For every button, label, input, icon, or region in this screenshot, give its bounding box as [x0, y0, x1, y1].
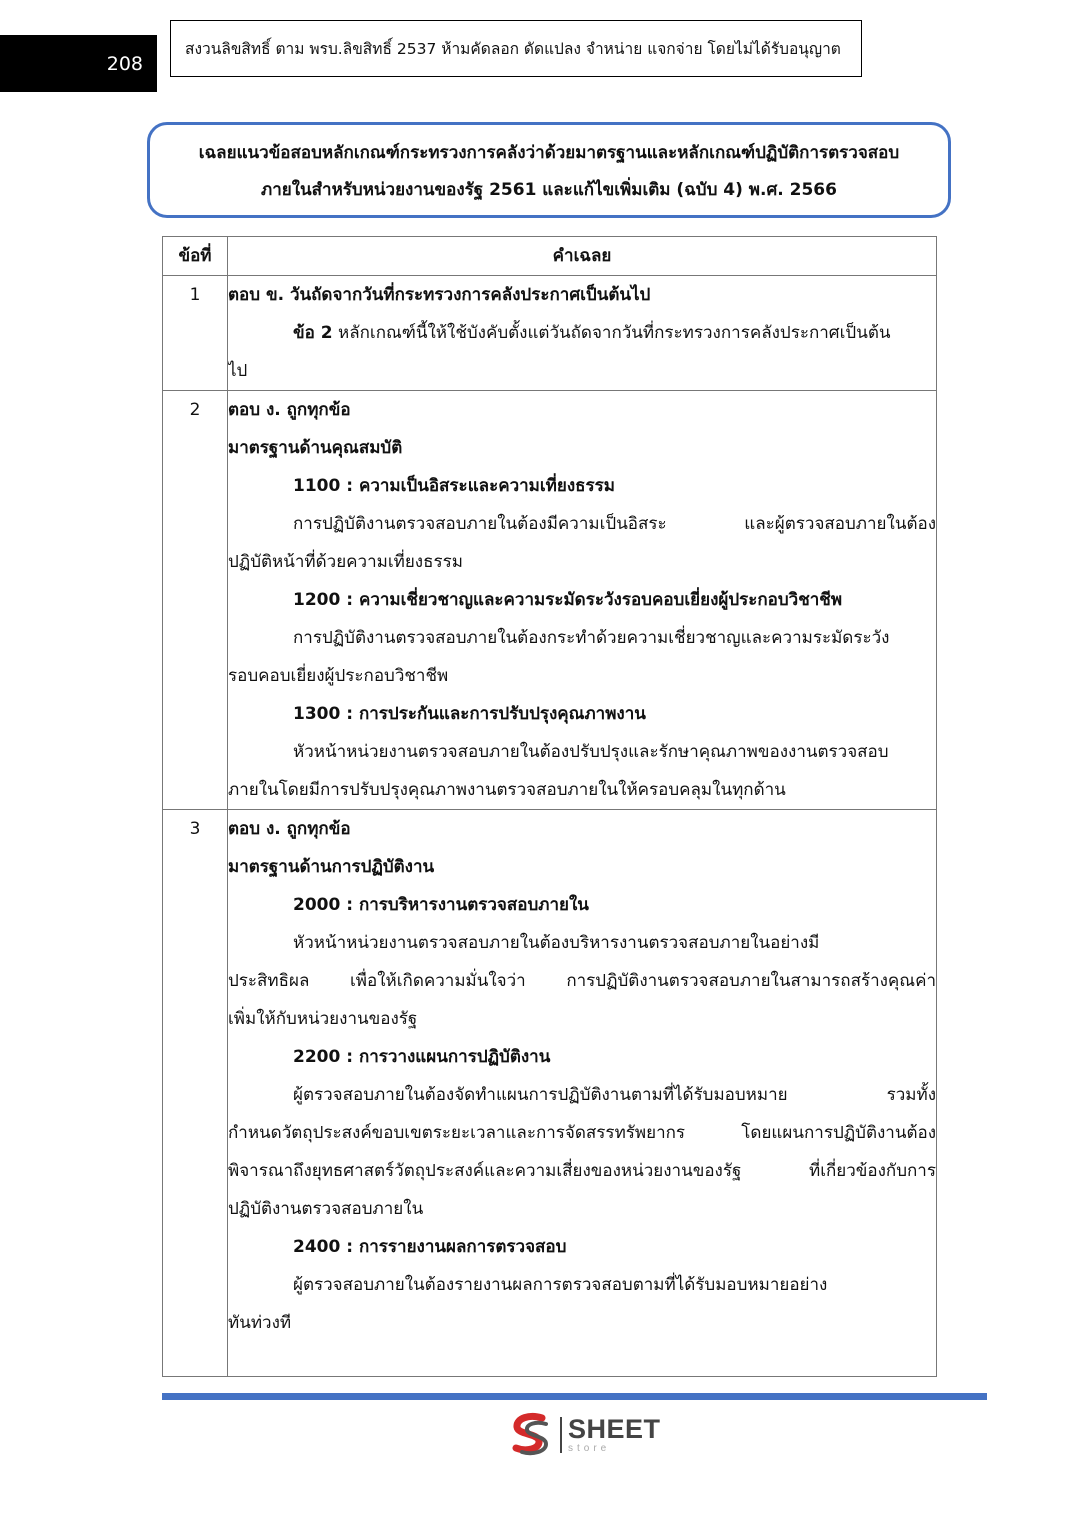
- standard-text: ประสิทธิผล เพื่อให้เกิดความมั่นใจว่า การปฏิบัติงานตรวจสอบภายในสามารถสร้างคุณค่า: [228, 971, 936, 991]
- answer-line: ตอบ ง. ถูกทุกข้อ: [228, 819, 351, 839]
- page-number: 208: [0, 35, 157, 92]
- column-header-answer: คำเฉลย: [228, 237, 937, 276]
- answer-cell: [228, 391, 937, 810]
- standard-text: พิจารณาถึงยุทธศาสตร์วัตถุประสงค์และความเสี่ยงของหน่วยงานของรัฐ ที่เกี่ยวข้องกับการ: [228, 1161, 936, 1181]
- title-line-2: ภายในสำหรับหน่วยงานของรัฐ 2561 และแก้ไขเพิ่มเติม (ฉบับ 4) พ.ศ. 2566: [261, 180, 837, 200]
- table-row: [163, 391, 937, 810]
- row-number: 1: [163, 276, 228, 391]
- title-line-1: เฉลยแนวข้อสอบหลักเกณฑ์กระทรวงการคลังว่าด้วยมาตรฐานและหลักเกณฑ์ปฏิบัติการตรวจสอบ: [198, 143, 900, 163]
- standard-heading: 1300 : การประกันและการปรับปรุงคุณภาพงาน: [293, 704, 646, 724]
- reference-label: ข้อ 2: [293, 323, 333, 343]
- row-number: 3: [163, 810, 228, 1377]
- table-header-row: [163, 237, 937, 276]
- standard-text: ภายในโดยมีการปรับปรุงคุณภาพงานตรวจสอบภายในให้ครอบคลุมในทุกด้าน: [228, 780, 786, 800]
- logo-subword: store: [568, 1443, 611, 1454]
- standard-heading: 1200 : ความเชี่ยวชาญและความระมัดระวังรอบคอบเยี่ยงผู้ประกอบวิชาชีพ: [293, 590, 843, 610]
- logo-separator: [560, 1417, 562, 1453]
- standard-text: ทันท่วงที: [228, 1313, 292, 1333]
- logo-wordmark: [568, 1416, 661, 1454]
- column-header-number: ข้อที่: [163, 237, 228, 276]
- sheet-store-logo: [508, 1412, 661, 1458]
- standard-text: กำหนดวัตถุประสงค์ขอบเขตระยะเวลาและการจัดสรรทรัพยากร โดยแผนการปฏิบัติงานต้อง: [228, 1123, 936, 1143]
- standard-text: ผู้ตรวจสอบภายในต้องจัดทำแผนการปฏิบัติงานตามที่ได้รับมอบหมาย รวมทั้ง: [293, 1085, 936, 1105]
- standard-heading: 2400 : การรายงานผลการตรวจสอบ: [293, 1237, 567, 1257]
- answer-table: [162, 236, 937, 1377]
- standard-text: ปฏิบัติงานตรวจสอบภายใน: [228, 1199, 424, 1219]
- table-row: [163, 276, 937, 391]
- standard-text: ปฏิบัติหน้าที่ด้วยความเที่ยงธรรม: [228, 552, 463, 572]
- footer-divider: [162, 1393, 987, 1400]
- explanation-line: [228, 314, 936, 352]
- explanation-line: ไป: [228, 361, 248, 381]
- standard-text: ผู้ตรวจสอบภายในต้องรายงานผลการตรวจสอบตามที่ได้รับมอบหมายอย่าง: [293, 1275, 828, 1295]
- answer-line: ตอบ ง. ถูกทุกข้อ: [228, 400, 351, 420]
- section-heading: มาตรฐานด้านการปฏิบัติงาน: [228, 857, 435, 877]
- standard-heading: 1100 : ความเป็นอิสระและความเที่ยงธรรม: [293, 476, 615, 496]
- standard-heading: 2200 : การวางแผนการปฏิบัติงาน: [293, 1047, 551, 1067]
- standard-text: หัวหน้าหน่วยงานตรวจสอบภายในต้องปรับปรุงและรักษาคุณภาพของงานตรวจสอบ: [293, 742, 889, 762]
- row-number: 2: [163, 391, 228, 810]
- standard-text: เพิ่มให้กับหน่วยงานของรัฐ: [228, 1009, 418, 1029]
- reference-text: หลักเกณฑ์นี้ให้ใช้บังคับตั้งแต่วันถัดจากวันที่กระทรวงการคลังประกาศเป็นต้น: [332, 323, 891, 343]
- copyright-notice: สงวนลิขสิทธิ์ ตาม พรบ.ลิขสิทธิ์ 2537 ห้ามคัดลอก ดัดแปลง จำหน่าย แจกจ่าย โดยไม่ได้รับอนุญาต: [170, 20, 862, 77]
- answer-cell: [228, 810, 937, 1377]
- logo-word: SHEET: [568, 1414, 661, 1444]
- answer-cell: [228, 276, 937, 391]
- sheet-store-logo-icon: [508, 1412, 554, 1458]
- table-row: [163, 810, 937, 1377]
- document-title: [147, 122, 951, 218]
- standard-heading: 2000 : การบริหารงานตรวจสอบภายใน: [293, 895, 589, 915]
- standard-text: รอบคอบเยี่ยงผู้ประกอบวิชาชีพ: [228, 666, 449, 686]
- answer-line: ตอบ ข. วันถัดจากวันที่กระทรวงการคลังประกาศเป็นต้นไป: [228, 285, 651, 305]
- standard-text: การปฏิบัติงานตรวจสอบภายในต้องกระทำด้วยความเชี่ยวชาญและความระมัดระวัง: [293, 628, 890, 648]
- section-heading: มาตรฐานด้านคุณสมบัติ: [228, 438, 403, 458]
- standard-text: การปฏิบัติงานตรวจสอบภายในต้องมีความเป็นอิสระ และผู้ตรวจสอบภายในต้อง: [293, 514, 936, 534]
- standard-text: หัวหน้าหน่วยงานตรวจสอบภายในต้องบริหารงานตรวจสอบภายในอย่างมี: [293, 933, 820, 953]
